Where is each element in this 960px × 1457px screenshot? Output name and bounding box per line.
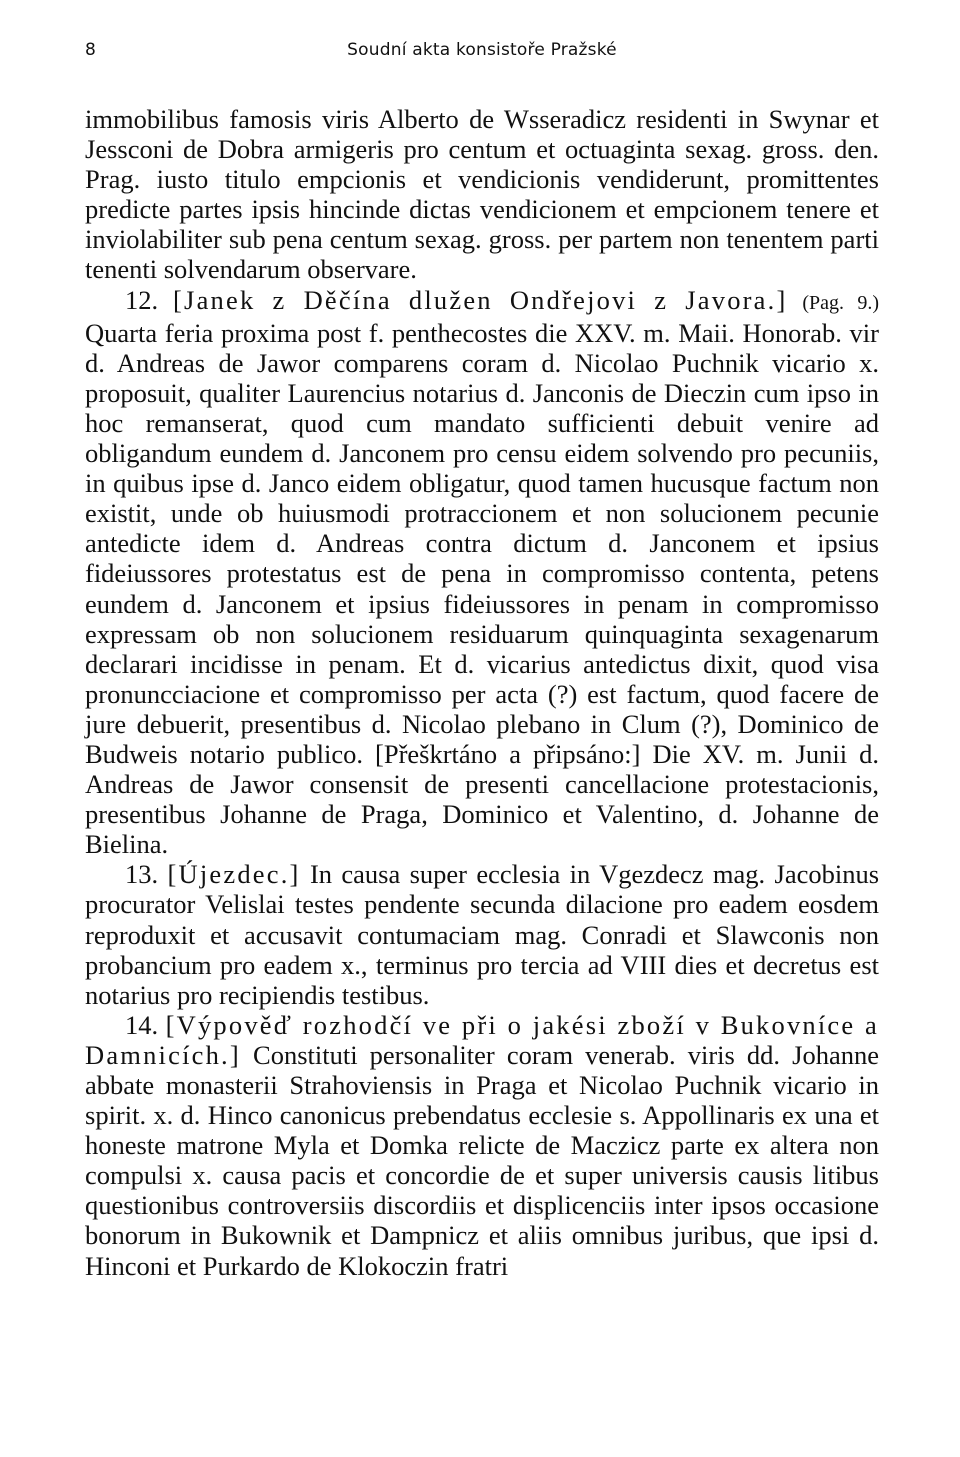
entry-title: [Janek z Děčína dlužen Ondřejovi z Javora.]	[173, 284, 788, 315]
entry-number: 12.	[125, 284, 159, 315]
entry-text: Constituti personaliter coram venerab. viris dd. Johanne abbate monasterii Strahoviensis in Praga et Nicolao Puchnik vicario in spirit. x. d. Hinco canonicus prebendatus ecclesie s. Appollinaris ex una et honeste matrone Myla et Domka relicte de Maczicz parte ex altera non compulsi x. causa pacis et concordie de et super universis causis litibus questionibus controversiis discordiis et displicenciis inter ipsos occasione bonorum in Bukownik et Dampnicz et aliis omnibus juribus, que ipsi d. Hinconi et Purkardo de Klokoczin fratri	[85, 1039, 879, 1281]
entry-text: Quarta feria proxima post f. penthecostes die XXV. m. Maii. Honorab. vir d. Andreas de Jawor comparens coram d. Nicolao Puchnik vicario x. proposuit, qualiter Laurencius notarius d. Janconis de Dieczin cum ipso in hoc remanserat, quod cum mandato sufficienti debuit venire ad obligandum eundem d. Janconem pro censu eidem solvendo pro pecuniis, in quibus ipse d. Janco eidem obligatur, quod tamen hucusque factum non existit, unde ob huiusmodi protraccionem et non solucionem pecunie antedicte idem d. Andreas contra dictum d. Janconem et ipsius fideiussores protestatus est de pena in compromisso contenta, petens eundem d. Janconem et ipsius fideiussores in penam in compromisso expressam ob non solucionem residuarum quinquaginta sexagenarum declarari incidisse in penam. Et d. vicarius antedictus dixit, quod visa pronuncciacione et compromisso per acta (?) est factum, quod facere de jure debuerit, presentibus d. Nicolao plebano in Clum (?), Dominico de Budweis notario publico. [Přeškrtáno a připsáno:] Die XV. m. Junii d. Andreas de Jawor consensit de presenti cancellacione protestacionis, presentibus Johanne de Praga, Dominico et Valentino, d. Johanne de Bielina.	[85, 317, 879, 860]
entry-title: [Výpověď rozhodčí ve při o jakési zboží v Bukovníce a Damnicích.]	[85, 1009, 879, 1070]
running-title: Soudní akta konsistoře Pražské	[347, 40, 617, 60]
entry-text: In causa super ecclesia in Vgezdecz mag. Jacobinus procurator Velislai testes pendente secunda dilacione pro eadem eosdem reproduxit et accusavit contumaciam mag. Conradi et Slawconis non probancium pro eadem x., terminus pro tercia ad VIII dies et decretus est notarius pro recipiendis testibus.	[85, 859, 880, 1010]
document-page	[85, 40, 879, 1281]
page-number: 8	[85, 40, 96, 60]
entry-12	[85, 285, 879, 860]
running-head	[85, 40, 879, 66]
entry-number: 14.	[125, 1009, 159, 1040]
document-body	[85, 104, 879, 1281]
entry-13	[85, 859, 879, 1009]
page-reference: (Pag. 9.)	[802, 291, 879, 314]
paragraph-continuation: immobilibus famosis viris Alberto de Wsseradicz residenti in Swynar et Jessconi de Dobra armigeris pro centum et octuaginta sexag. gross. den. Prag. iusto titulo empcionis et vendicionis vendiderunt, promittentes predicte partes ipsis hincinde dictas vendicionem et empcionem tenere et inviolabiliter sub pena centum sexag. gross. per partem non tenentem parti tenenti solvendarum observare.	[85, 104, 879, 285]
entry-title: [Újezdec.]	[167, 859, 301, 890]
entry-number: 13.	[125, 859, 159, 890]
entry-14	[85, 1010, 879, 1281]
